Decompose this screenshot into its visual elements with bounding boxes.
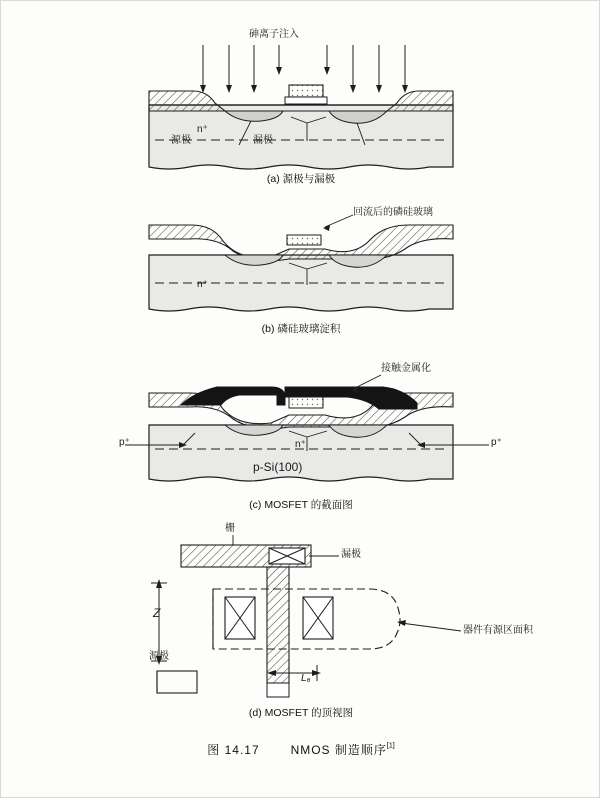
label-c-nplus: n⁺ [295,439,306,450]
label-c-metal: 接触金属化 [381,363,431,374]
panel-a-graphic [121,19,481,179]
label-d-length: L₆ [301,673,311,684]
label-d-gate: 栅 [225,523,235,534]
label-a-source: 源极 [171,135,191,146]
panel-c-graphic [121,353,521,488]
label-c-pplus-right: p⁺ [491,437,502,448]
caption-d: (d) MOSFET 的顶视图 [248,707,354,719]
label-c-pplus-left: p⁺ [119,437,130,448]
label-d-source: 源极 [149,651,169,662]
caption-b: (b) 磷硅玻璃淀积 [261,323,341,335]
label-a-nplus: n⁺ [197,124,208,135]
label-c-substrate: p-Si(100) [253,460,303,474]
figure-caption [1,741,600,759]
figure-reference: [1] [386,742,395,750]
label-b-nplus: n⁺ [197,279,208,290]
label-d-drain: 漏极 [341,549,361,560]
caption-a: (a) 源极与漏极 [266,173,336,185]
label-d-z: Z [153,606,161,620]
figure-number: 图 14.17 [207,743,260,757]
panel-d-graphic [121,521,521,706]
figure-title: NMOS 制造顺序 [290,743,387,757]
label-b-psg: 回流后的磷硅玻璃 [353,207,433,218]
caption-c: (c) MOSFET 的截面图 [249,499,353,511]
label-d-active-area: 器件有源区面积 [463,625,533,636]
label-a-drain: 漏极 [253,135,273,146]
label-a-implant: 砷离子注入 [249,29,299,40]
